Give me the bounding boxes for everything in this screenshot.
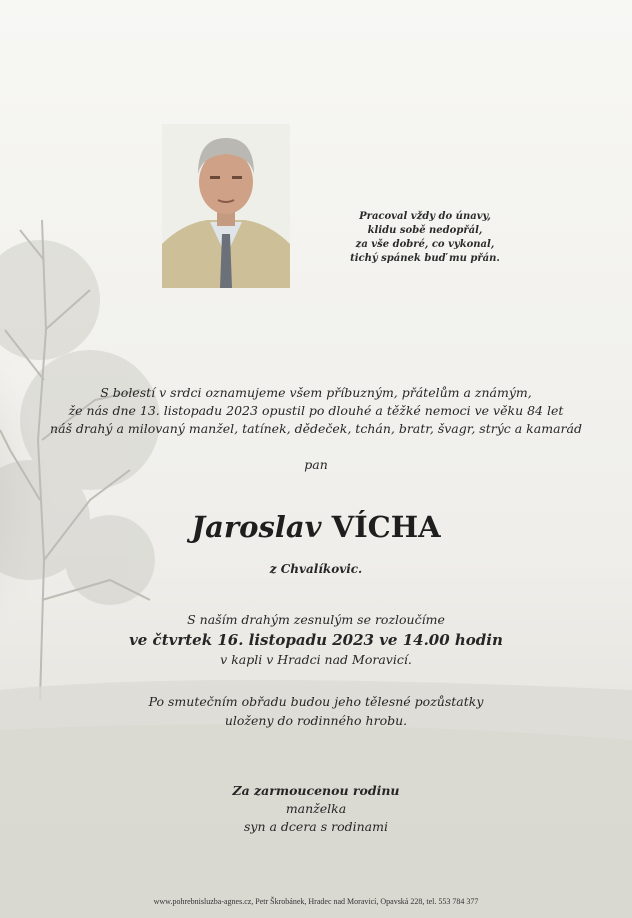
surname: VÍCHA [331, 510, 441, 544]
ceremony-date: ve čtvrtek 16. listopadu 2023 ve 14.00 hodin [129, 631, 503, 649]
first-name: Jaroslav [191, 510, 322, 544]
mourning-family [0, 782, 632, 836]
deceased-name [0, 510, 632, 544]
announcement-line: náš drahý a milovaný manžel, tatínek, dědeček, tchán, bratr, švagr, strýc a kamarád [50, 421, 582, 436]
ceremony-intro: S naším drahým zesnulým se rozloučíme [187, 612, 445, 627]
funeral-service-footer: www.pohrebnisluzba-agnes.cz, Petr Škrobánek, Hradec nad Moravicí, Opavská 228, tel. 553 784 377 [153, 897, 479, 906]
poem-line: tichý spánek buď mu přán. [350, 253, 500, 264]
announcement-line: že nás dne 13. listopadu 2023 opustil po dlouhé a těžké nemoci ve věku 84 let [68, 403, 564, 418]
family-heading: Za zarmoucenou rodinu [232, 783, 400, 798]
title-word: pan [304, 457, 328, 472]
poem-line: za vše dobré, co vykonal, [355, 239, 495, 250]
memorial-poem [330, 210, 520, 266]
poem-line: klidu sobě nedopřál, [367, 225, 483, 236]
portrait-photo [162, 124, 290, 288]
ceremony-place: v kapli v Hradci nad Moravicí. [220, 652, 412, 667]
death-announcement [20, 384, 612, 438]
poem-line: Pracoval vždy do únavy, [359, 211, 491, 222]
origin-place: z Chvalíkovic. [269, 562, 363, 576]
portrait-photo-icon [162, 124, 290, 288]
announcement-line: S bolestí v srdci oznamujeme všem příbuzným, přátelům a známým, [100, 385, 532, 400]
funeral-ceremony [0, 610, 632, 670]
burial-note [0, 692, 632, 730]
burial-line: uloženy do rodinného hrobu. [224, 713, 408, 728]
burial-line: Po smutečním obřadu budou jeho tělesné pozůstatky [148, 694, 484, 709]
family-member: manželka [285, 801, 347, 816]
family-member: syn a dcera s rodinami [244, 819, 388, 834]
